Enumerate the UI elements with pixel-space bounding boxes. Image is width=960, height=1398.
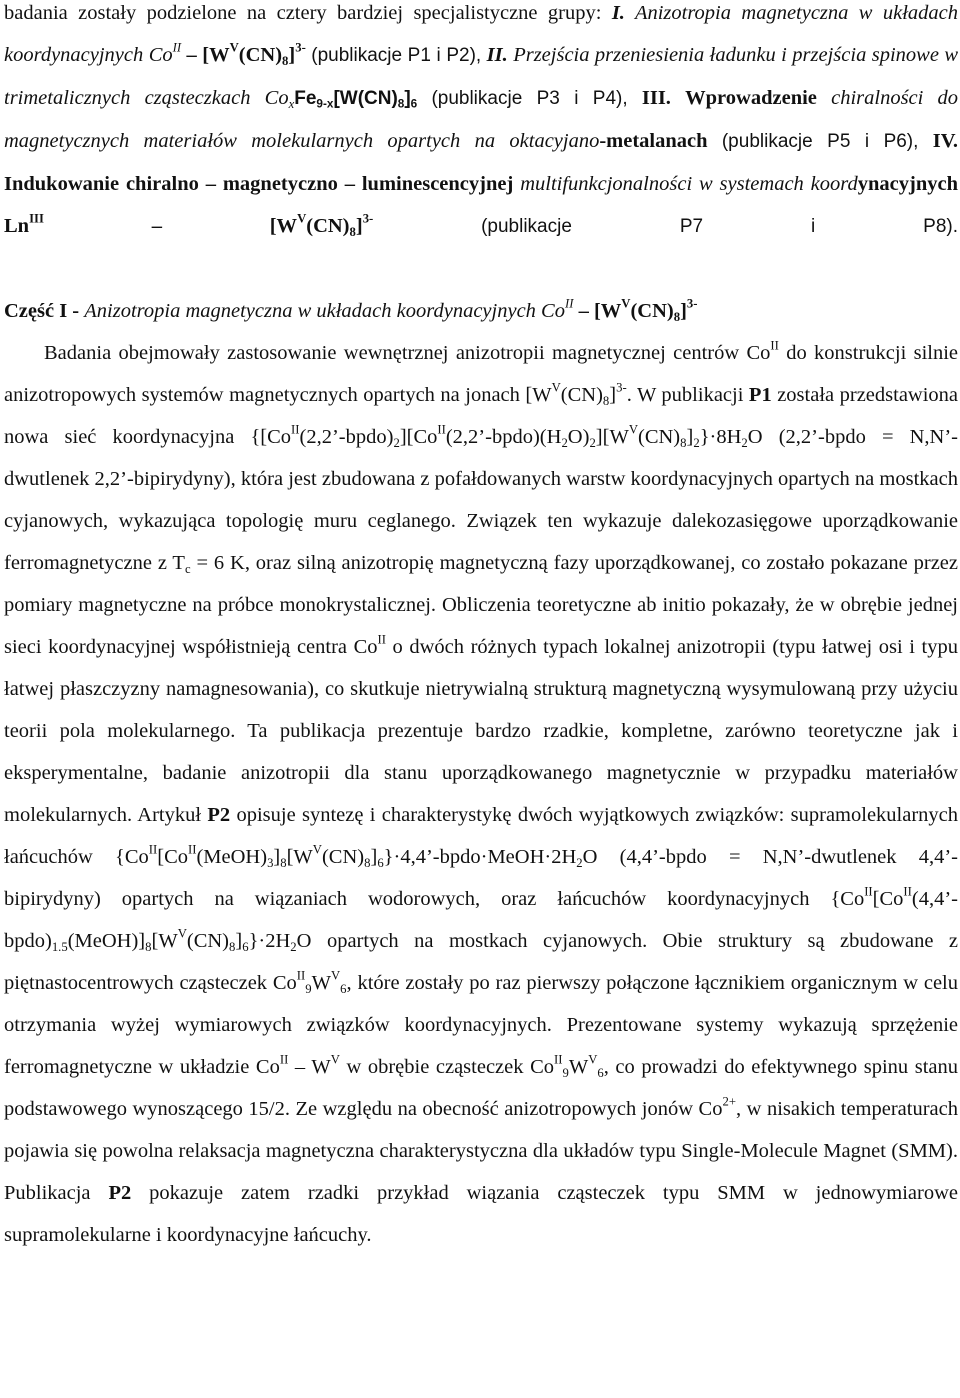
body-paragraph: Badania obejmowały zastosowanie wewnętrznej anizotropii magnetycznej centrów $Co^{II}$ do konstrukcji silnie anizotropowych systemów magnetycznych opartych na jonach $[W^V(CN)_8]^{3-}$. W publikacji P1 została przedstawiona nowa sieć koordynacyjna $\{[Co^{II}(2,2’-bpdo)_2][Co^{II}(2,2’-bpdo)(H_2O)_2][W^V(CN)_8]_2\}\cdot 8H_2O$ (2,2’-bpdo = N,N’-dwutlenek 2,2’-bipirydyny), która jest zbudowana z pofałdowanych warstw koordynacyjnych opartych na mostkach cyjanowych, wykazująca topologię muru ceglanego. Związek ten wykazuje dalekozasięgowe uporządkowanie ferromagnetyczne z $T_c = 6$ K, oraz silną anizotropię magnetyczną fazy uporządkowanej, co zostało pokazane przez pomiary magnetyczne na próbce monokrystalicznej. Obliczenia teoretyczne ab initio pokazały, że w obrębie jednej sieci koordynacyjnej współistnieją centra $Co^{II}$ o dwóch różnych typach lokalnej anizotropii (typu łatwej osi i typu łatwej płaszczyzny namagnesowania), co skutkuje nietrywialną strukturą magnetyczną wysymulowaną przy użyciu teorii pola molekularnego. Ta publikacja prezentuje bardzo rzadkie, kompletne, zarówno teoretyczne jak i eksperymentalne, badanie anizotropii dla stanu uporządkowanego magnetycznie w przypadku materiałów molekularnych. Artykuł P2 opisuje syntezę i charakterystykę dwóch wyjątkowych związków: supramolekularnych łańcuchów $\{Co^{II}[Co^{II}(MeOH)_3]_8[W^V(CN)_8]_6\}\cdot 4,4’-bpdo\cdot MeOH\cdot 2H_2O$ (4,4’-bpdo = N,N’-dwutlenek 4,4’-bipirydyny) opartych na wiązaniach wodorowych, oraz łańcuchów koordynacyjnych $\{Co^{II}[Co^{II}(4,4’-bpdo)_{1.5}(MeOH)]_8[W^V(CN)_8]_6\}\cdot 2H_2O$ opartych na mostkach cyjanowych. Obie struktury są zbudowane z piętnastocentrowych cząsteczek $Co^{II}_9W^V_6$, które zostały po raz pierwszy połączone łącznikiem organicznym w celu otrzymania wyżej wymiarowych związków koordynacyjnych. Prezentowane systemy wykazują sprzężenie ferromagnetyczne w układzie $Co^{II} - W^V$ w obrębie cząsteczek $Co^{II}_9W^V_6$, co prowadzi do efektywnego spinu stanu podstawowego wynoszącego 15/2. Ze względu na obecność anizotropowych jonów $Co^{2+}$, w nisakich temperaturach pojawia się powolna relaksacja magnetyczna charakterystyczna dla układów typu Single-Molecule Magnet (SMM). Publikacja P2 pokazuje zatem rzadki przykład wiązania cząsteczek typu SMM w jednowymiarowe supramolekularne i koordynacyjne łańcuchy. (4, 338, 959, 1246)
publication-p2: P2 (207, 804, 231, 826)
body-text-12: w obrębie cząsteczek Co (346, 1056, 554, 1078)
section-title: Anizotropia magnetyczna w układach koordynacyjnych Co (84, 300, 565, 322)
formula-3: $\{Co^{II}[Co^{II}(4,4’-bpdo)_{1.5}(MeOH)]_8[W^V(CN)_8]_6\}\cdot 2H_2O$ (4, 884, 958, 954)
body-text-14: , w nisakich temperaturach pojawia się powolna relaksacja magnetyczna charakterystyczna dla układów typu Single-Molecule Magnet (SMM). Publikacja (4, 1098, 958, 1204)
group-1-title: Anizotropia magnetyczna w układach koordynacyjnych Co (4, 2, 958, 66)
body-text-9: (4,4’-bpdo = N,N’-dwutlenek 4,4’-bipirydyny) opartych na wiązaniach wodorowych, oraz łańcuchów koordynacyjnych (4, 846, 959, 910)
section-label: Część I - (4, 300, 80, 322)
body-text-10: opartych na mostkach cyjanowych. Obie struktury są zbudowane z piętnastocentrowych cząsteczek Co (4, 930, 958, 994)
group-3-number: III. (641, 87, 671, 109)
body-text-2: do konstrukcji silnie anizotropowych systemów magnetycznych opartych na jonach [W (4, 342, 959, 406)
group-3-publications: (publikacje P5 i P6), (721, 131, 919, 152)
formula-1: $\{[Co^{II}(2,2’-bpdo)_2][Co^{II}(2,2’-bpdo)(H_2O)_2][W^V(CN)_8]_2\}\cdot 8H_2O$ (250, 422, 763, 450)
group-3-title: chiralności do magnetycznych materiałów molekularnych opartych na oktacyjano (4, 87, 959, 152)
group-4-lead: Indukowanie chiralno – magnetyczno – luminescencyjnej (4, 173, 514, 195)
group-3-title-end: -metalanach (599, 130, 708, 152)
body-text-1: Badania obejmowały zastosowanie wewnętrznej anizotropii magnetycznej centrów Co (44, 342, 771, 364)
group-1-publications: (publikacje P1 i P2), (311, 45, 482, 66)
intro-paragraph: badania zostały podzielone na cztery bardziej specjalistyczne grupy: I. Anizotropia magnetyczna w układach koordynacyjnych $Co^{II} - [W^V(CN)_8]^{3-}$ (publikacje P1 i P2), II. Przejścia przeniesienia ładunku i przejścia spinowe w trimetalicznych cząsteczkach $Co_xFe_{9-x}[W(CN)_8]_6$ (publikacje P3 i P4), III. Wprowadzenie chiralności do magnetycznych materiałów molekularnych opartych na oktacyjano-metalanach (publikacje P5 i P6), IV. Indukowanie chiralno – magnetyczno – luminescencyjnej multifunkcjonalności w systemach koordynacyjnych $Ln^{III} - [W^V(CN)_8]^{3-}$ (publikacje P7 i P8). (4, 2, 959, 239)
body-text-4: została przedstawiona nowa sieć koordynacyjna (4, 384, 959, 448)
publication-p2-ref: P2 (108, 1182, 132, 1204)
group-1-number: I. (611, 2, 625, 24)
body-text-15: pokazuje zatem rzadki przykład wiązania cząsteczek typu SMM w jednowymiarowe supramolekularne i koordynacyjne łańcuchy. (4, 1182, 958, 1246)
group-4-publications: (publikacje P7 i P8). (481, 216, 959, 237)
body-text-8: opisuje syntezę i charakterystykę dwóch wyjątkowych związków: supramolekularnych łańcuchów (4, 804, 959, 868)
group-4-number: IV. (932, 130, 959, 152)
group-2-publications: (publikacje P3 i P4), (431, 88, 628, 109)
group-2-title: Przejścia przeniesienia ładunku i przejścia spinowe w trimetalicznych cząsteczkach Co (4, 44, 959, 109)
body-text-5: (2,2’-bpdo = N,N’-dwutlenek 2,2’-bipirydyny), która jest zbudowana z pofałdowanych warstw koordynacyjnych opartych na mostkach cyjanowych, wykazująca topologię muru ceglanego. Związek ten wykazuje dalekozasięgowe uporządkowanie ferromagnetyczne z T (4, 426, 959, 574)
section-heading: Część I - Anizotropia magnetyczna w układach koordynacyjnych $Co^{II} - [W^V(CN)_8]^{3-}$ (4, 296, 698, 324)
group-2-number: II. (486, 44, 508, 66)
body-text-7: o dwóch różnych typach lokalnej anizotropii (typu łatwej osi i typu łatwej płaszczyzny namagnesowania), co skutkuje nietrywialną strukturą magnetyczną wysymulowaną przy użyciu teorii pola molekularnego. Ta publikacja prezentuje bardzo rzadkie, kompletne, zarówno teoretyczne jak i eksperymentalne, badanie anizotropii dla stanu uporządkowanego magnetycznie w przypadku materiałów molekularnych. Artykuł (4, 636, 958, 826)
body-text-3: W publikacji (636, 384, 744, 406)
body-text-11: , które zostały po raz pierwszy połączone łącznikiem organicznym w celu otrzymania wyżej wymiarowych związków koordynacyjnych. Prezentowane systemy wykazują sprzężenie ferromagnetyczne w układzie Co (4, 972, 958, 1078)
intro-text: badania zostały podzielone na cztery bardziej specjalistyczne grupy: (4, 2, 612, 24)
publication-p1: P1 (748, 384, 772, 406)
body-text-13: , co prowadzi do efektywnego spinu stanu podstawowego wynoszącego 15/2. Ze względu na obecność anizotropowych jonów Co (4, 1056, 958, 1120)
group-3-lead: Wprowadzenie (685, 87, 817, 109)
group-4-title: multifunkcjonalności w systemach koord (520, 173, 858, 195)
formula-2: $\{Co^{II}[Co^{II}(MeOH)_3]_8[W^V(CN)_8]_6\}\cdot 4,4’-bpdo\cdot MeOH\cdot 2H_2O$ (115, 842, 598, 870)
section-title-end: – [W (578, 300, 622, 322)
body-text-6: = 6 K, oraz silną anizotropię magnetyczną fazy uporządkowanej, co zostało pokazane przez pomiary magnetyczne na próbce monokrystalicznej. Obliczenia teoretyczne ab initio pokazały, że w obrębie jednej sieci koordynacyjnej współistnieją centra Co (4, 552, 959, 658)
group-4-title-end: ynacyjnych Ln (4, 173, 958, 237)
